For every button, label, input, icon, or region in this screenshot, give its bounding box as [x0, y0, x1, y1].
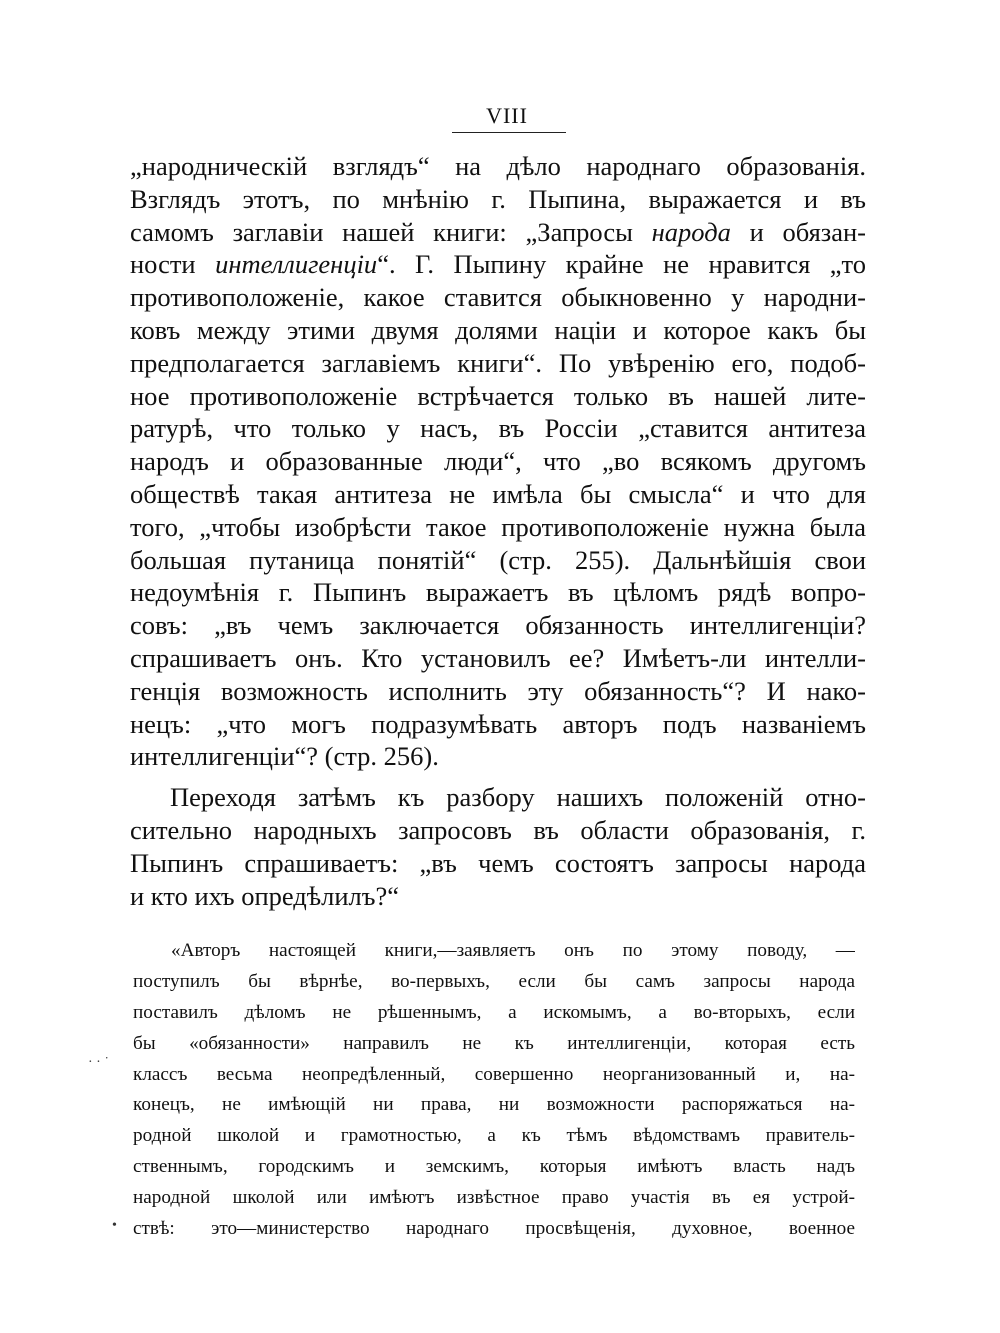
quote-line: классъ весьма неопредѣленный, совершенно неорганизованный и, на- — [133, 1063, 855, 1085]
quote-line: конецъ, не имѣющій ни права, ни возможности распоряжаться на- — [133, 1094, 855, 1116]
text-line: ное противоположеніе встрѣчается только въ нашей лите- — [130, 380, 866, 411]
text-line: „народническій взглядъ“ на дѣло народнаго образованія. — [130, 151, 866, 181]
quote-line: народной школой или имѣютъ извѣстное право участія въ ея устрой- — [133, 1187, 855, 1209]
text-segment: “. Г. Пыпину крайне не нравится „то — [377, 249, 866, 280]
italic-word: народа — [651, 216, 731, 247]
text-line: сительно народныхъ запросовъ въ области образованія, г. — [130, 814, 866, 845]
italic-word: интеллигенціи — [215, 249, 378, 280]
text-line: совъ: „въ чемъ заключается обязанность интеллигенціи? — [130, 610, 866, 641]
header-rule — [452, 132, 566, 133]
text-line: и кто ихъ опредѣлилъ?“ — [130, 880, 400, 911]
text-line: народъ и образованные люди“, что „во всякомъ другомъ — [130, 446, 866, 477]
margin-specks: · · ˙ — [88, 1055, 109, 1070]
margin-speck: • — [112, 1218, 117, 1233]
quote-line: родной школой и грамотностью, а къ тѣмъ вѣдомствамъ правитель- — [133, 1125, 855, 1147]
text-line — [130, 248, 866, 281]
text-line: спрашиваетъ онъ. Кто установилъ ее? Имѣетъ-ли интелли- — [130, 642, 866, 673]
quote-line: поступилъ бы вѣрнѣе, во-первыхъ, если бы самъ запросы народа — [133, 970, 855, 992]
text-segment: самомъ заглавіи нашей книги: „Запросы — [130, 216, 652, 247]
block-quote — [133, 936, 855, 1245]
text-line: обществѣ такая антитеза не имѣла бы смысла“ и что для — [130, 478, 866, 509]
text-line: большая путаница понятій“ (стр. 255). Дальнѣйшія свои — [130, 544, 866, 575]
quote-line: бы «обязанности» направилъ не къ интеллигенціи, которая есть — [133, 1032, 855, 1054]
text-line: того, „чтобы изобрѣсти такое противоположеніе нужна была — [130, 511, 866, 542]
text-line: нецъ: „что могъ подразумѣвать авторъ подъ названіемъ — [130, 708, 866, 739]
text-line: противоположеніе, какое ставится обыкновенно у народни- — [130, 282, 866, 313]
quote-line: «Авторъ настоящей книги,—заявляетъ онъ по этому поводу, — — [171, 940, 855, 961]
quote-line: ственнымъ, городскимъ и земскимъ, которыя имѣютъ власть надъ — [133, 1156, 855, 1178]
text-line: Взглядъ этотъ, по мнѣнію г. Пыпина, выражается и въ — [130, 183, 866, 214]
text-line: генція возможность исполнить эту обязанность“? И нако- — [130, 675, 866, 706]
text-line: интеллигенціи“? (стр. 256). — [130, 741, 439, 772]
text-segment: и обязан- — [730, 216, 866, 247]
text-line: недоумѣнія г. Пыпинъ выражаетъ въ цѣломъ рядѣ вопро- — [130, 577, 866, 608]
text-segment: ности — [130, 249, 216, 280]
quote-line: поставилъ дѣломъ не рѣшеннымъ, а искомымъ, а во-вторыхъ, если — [133, 1001, 855, 1023]
paragraph-gap — [130, 773, 866, 781]
text-line: Переходя затѣмъ къ разбору нашихъ положеній отно- — [170, 782, 866, 813]
text-line: Пыпинъ спрашиваетъ: „въ чемъ состоятъ запросы народа — [130, 847, 866, 878]
text-line: ратурѣ, что только у насъ, въ Россіи „ставится антитеза — [130, 413, 866, 444]
quote-line: ствѣ: это—министерство народнаго просвѣщенія, духовное, военное — [133, 1218, 855, 1240]
text-line — [130, 216, 866, 249]
main-text — [130, 150, 866, 912]
text-line: ковъ между этими двумя долями націи и которое какъ бы — [130, 314, 866, 345]
page-number: VIII — [486, 103, 528, 128]
text-line: предполагается заглавіемъ книги“. По увѣренію его, подоб- — [130, 347, 866, 378]
